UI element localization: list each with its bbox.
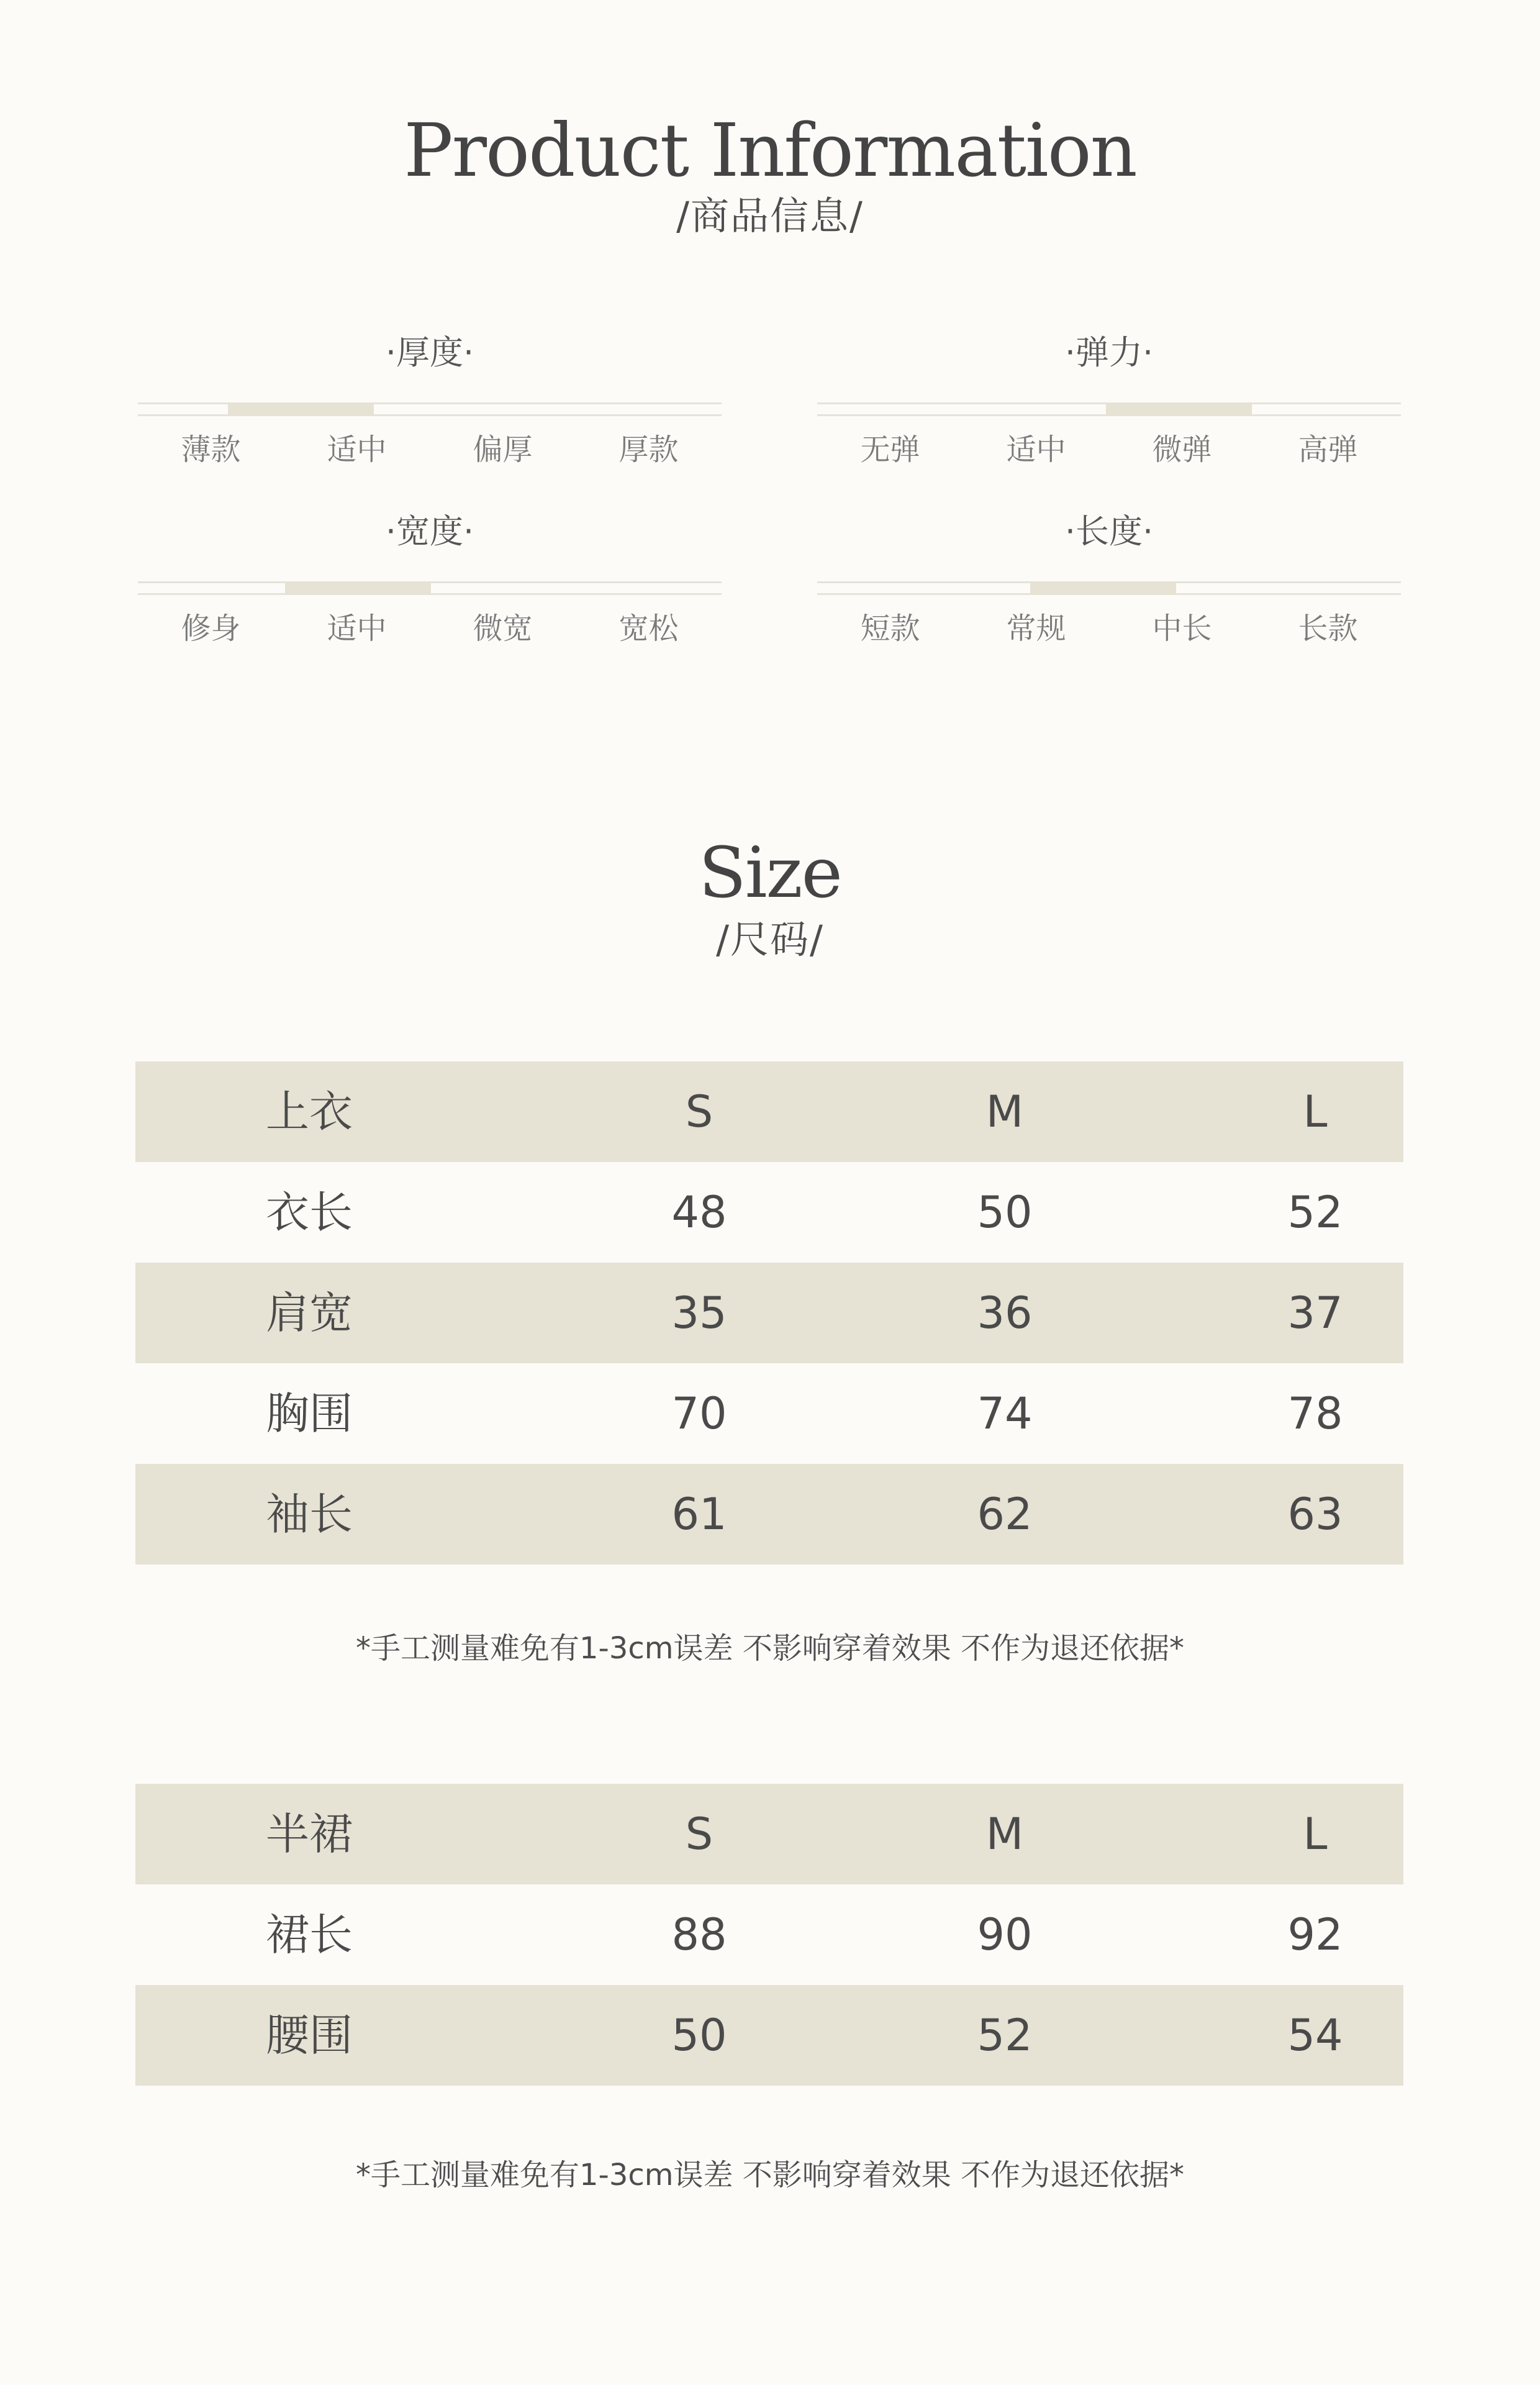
measurement-note: *手工测量难免有1-3cm误差 不影响穿着效果 不作为退还依据*	[355, 2158, 1185, 2192]
scale-label: 适中	[1006, 432, 1066, 467]
table-cell: 88	[671, 1909, 727, 1960]
thickness-scale	[138, 333, 722, 467]
scale-title: ·弹力·	[1064, 333, 1154, 372]
scale-label: 微弹	[1152, 432, 1212, 467]
table-cell: 62	[977, 1489, 1033, 1540]
scale-label: 偏厚	[473, 432, 533, 467]
scale-label: 薄款	[181, 432, 241, 467]
table-cell: 78	[1287, 1388, 1343, 1439]
skirt-size-table	[135, 1784, 1403, 2086]
scale-title: ·宽度·	[385, 512, 474, 551]
page-subtitle: /商品信息/	[676, 193, 864, 238]
table-row	[135, 1162, 1403, 1263]
size-subtitle: /尺码/	[716, 917, 824, 962]
scale-selected-marker	[1106, 402, 1252, 416]
table-cell: 61	[671, 1489, 727, 1540]
table-cell: L	[1303, 1086, 1328, 1137]
table-cell: 衣长	[266, 1187, 353, 1238]
table-cell: 48	[671, 1187, 727, 1238]
table-cell: M	[985, 1086, 1024, 1137]
scale-label: 无弹	[860, 432, 920, 467]
table-cell: 63	[1287, 1489, 1343, 1540]
scale-label: 高弹	[1298, 432, 1358, 467]
table-row	[135, 1884, 1403, 1985]
table-row	[135, 1263, 1403, 1363]
scale-label: 长款	[1298, 611, 1358, 646]
table-cell: 肩宽	[266, 1288, 353, 1338]
scale-label: 宽松	[618, 611, 679, 646]
table-cell: 50	[671, 2010, 727, 2061]
top-size-table	[135, 1061, 1403, 1565]
size-title: Size	[699, 833, 841, 914]
table-cell: 37	[1287, 1288, 1343, 1338]
scale-selected-marker	[285, 581, 431, 595]
table-cell: S	[685, 1086, 713, 1137]
table-cell: L	[1303, 1809, 1328, 1860]
scale-label: 厚款	[618, 432, 679, 467]
table-row	[135, 1363, 1403, 1464]
scale-labels	[817, 611, 1401, 646]
scale-label: 适中	[327, 432, 387, 467]
page-title: Product Information	[404, 107, 1136, 193]
scale-track	[817, 402, 1401, 416]
table-cell: 上衣	[266, 1086, 353, 1137]
table-row	[135, 1464, 1403, 1565]
table-cell: 92	[1287, 1909, 1343, 1960]
table-cell: 52	[1287, 1187, 1343, 1238]
table-cell: 36	[977, 1288, 1033, 1338]
length-scale	[817, 512, 1401, 646]
scale-title: ·厚度·	[385, 333, 474, 372]
scale-track	[817, 581, 1401, 595]
scale-selected-marker	[228, 402, 374, 416]
scale-labels	[138, 432, 722, 467]
scale-label: 短款	[860, 611, 920, 646]
scale-track	[138, 581, 722, 595]
table-cell: 52	[977, 2010, 1033, 2061]
table-cell: S	[685, 1809, 713, 1860]
table-cell: 70	[671, 1388, 727, 1439]
table-cell: M	[985, 1809, 1024, 1860]
table-cell: 54	[1287, 2010, 1343, 2061]
table-cell: 腰围	[266, 2010, 353, 2061]
table-cell: 35	[671, 1288, 727, 1338]
scale-label: 修身	[181, 611, 241, 646]
table-cell: 胸围	[266, 1388, 353, 1439]
scale-track	[138, 402, 722, 416]
width-scale	[138, 512, 722, 646]
scale-label: 适中	[327, 611, 387, 646]
table-header-row	[135, 1061, 1403, 1162]
table-cell: 90	[977, 1909, 1033, 1960]
scale-labels	[138, 611, 722, 646]
scale-labels	[817, 432, 1401, 467]
scale-label: 常规	[1006, 611, 1066, 646]
table-header-row	[135, 1784, 1403, 1884]
scale-selected-marker	[1030, 581, 1176, 595]
elasticity-scale	[817, 333, 1401, 467]
table-cell: 50	[977, 1187, 1033, 1238]
scale-label: 中长	[1152, 611, 1212, 646]
scale-label: 微宽	[473, 611, 533, 646]
table-cell: 裙长	[266, 1909, 353, 1960]
scale-title: ·长度·	[1064, 512, 1154, 551]
table-cell: 袖长	[266, 1489, 353, 1540]
measurement-note: *手工测量难免有1-3cm误差 不影响穿着效果 不作为退还依据*	[355, 1631, 1185, 1666]
table-cell: 半裙	[266, 1809, 353, 1860]
table-cell: 74	[977, 1388, 1033, 1439]
table-row	[135, 1985, 1403, 2086]
